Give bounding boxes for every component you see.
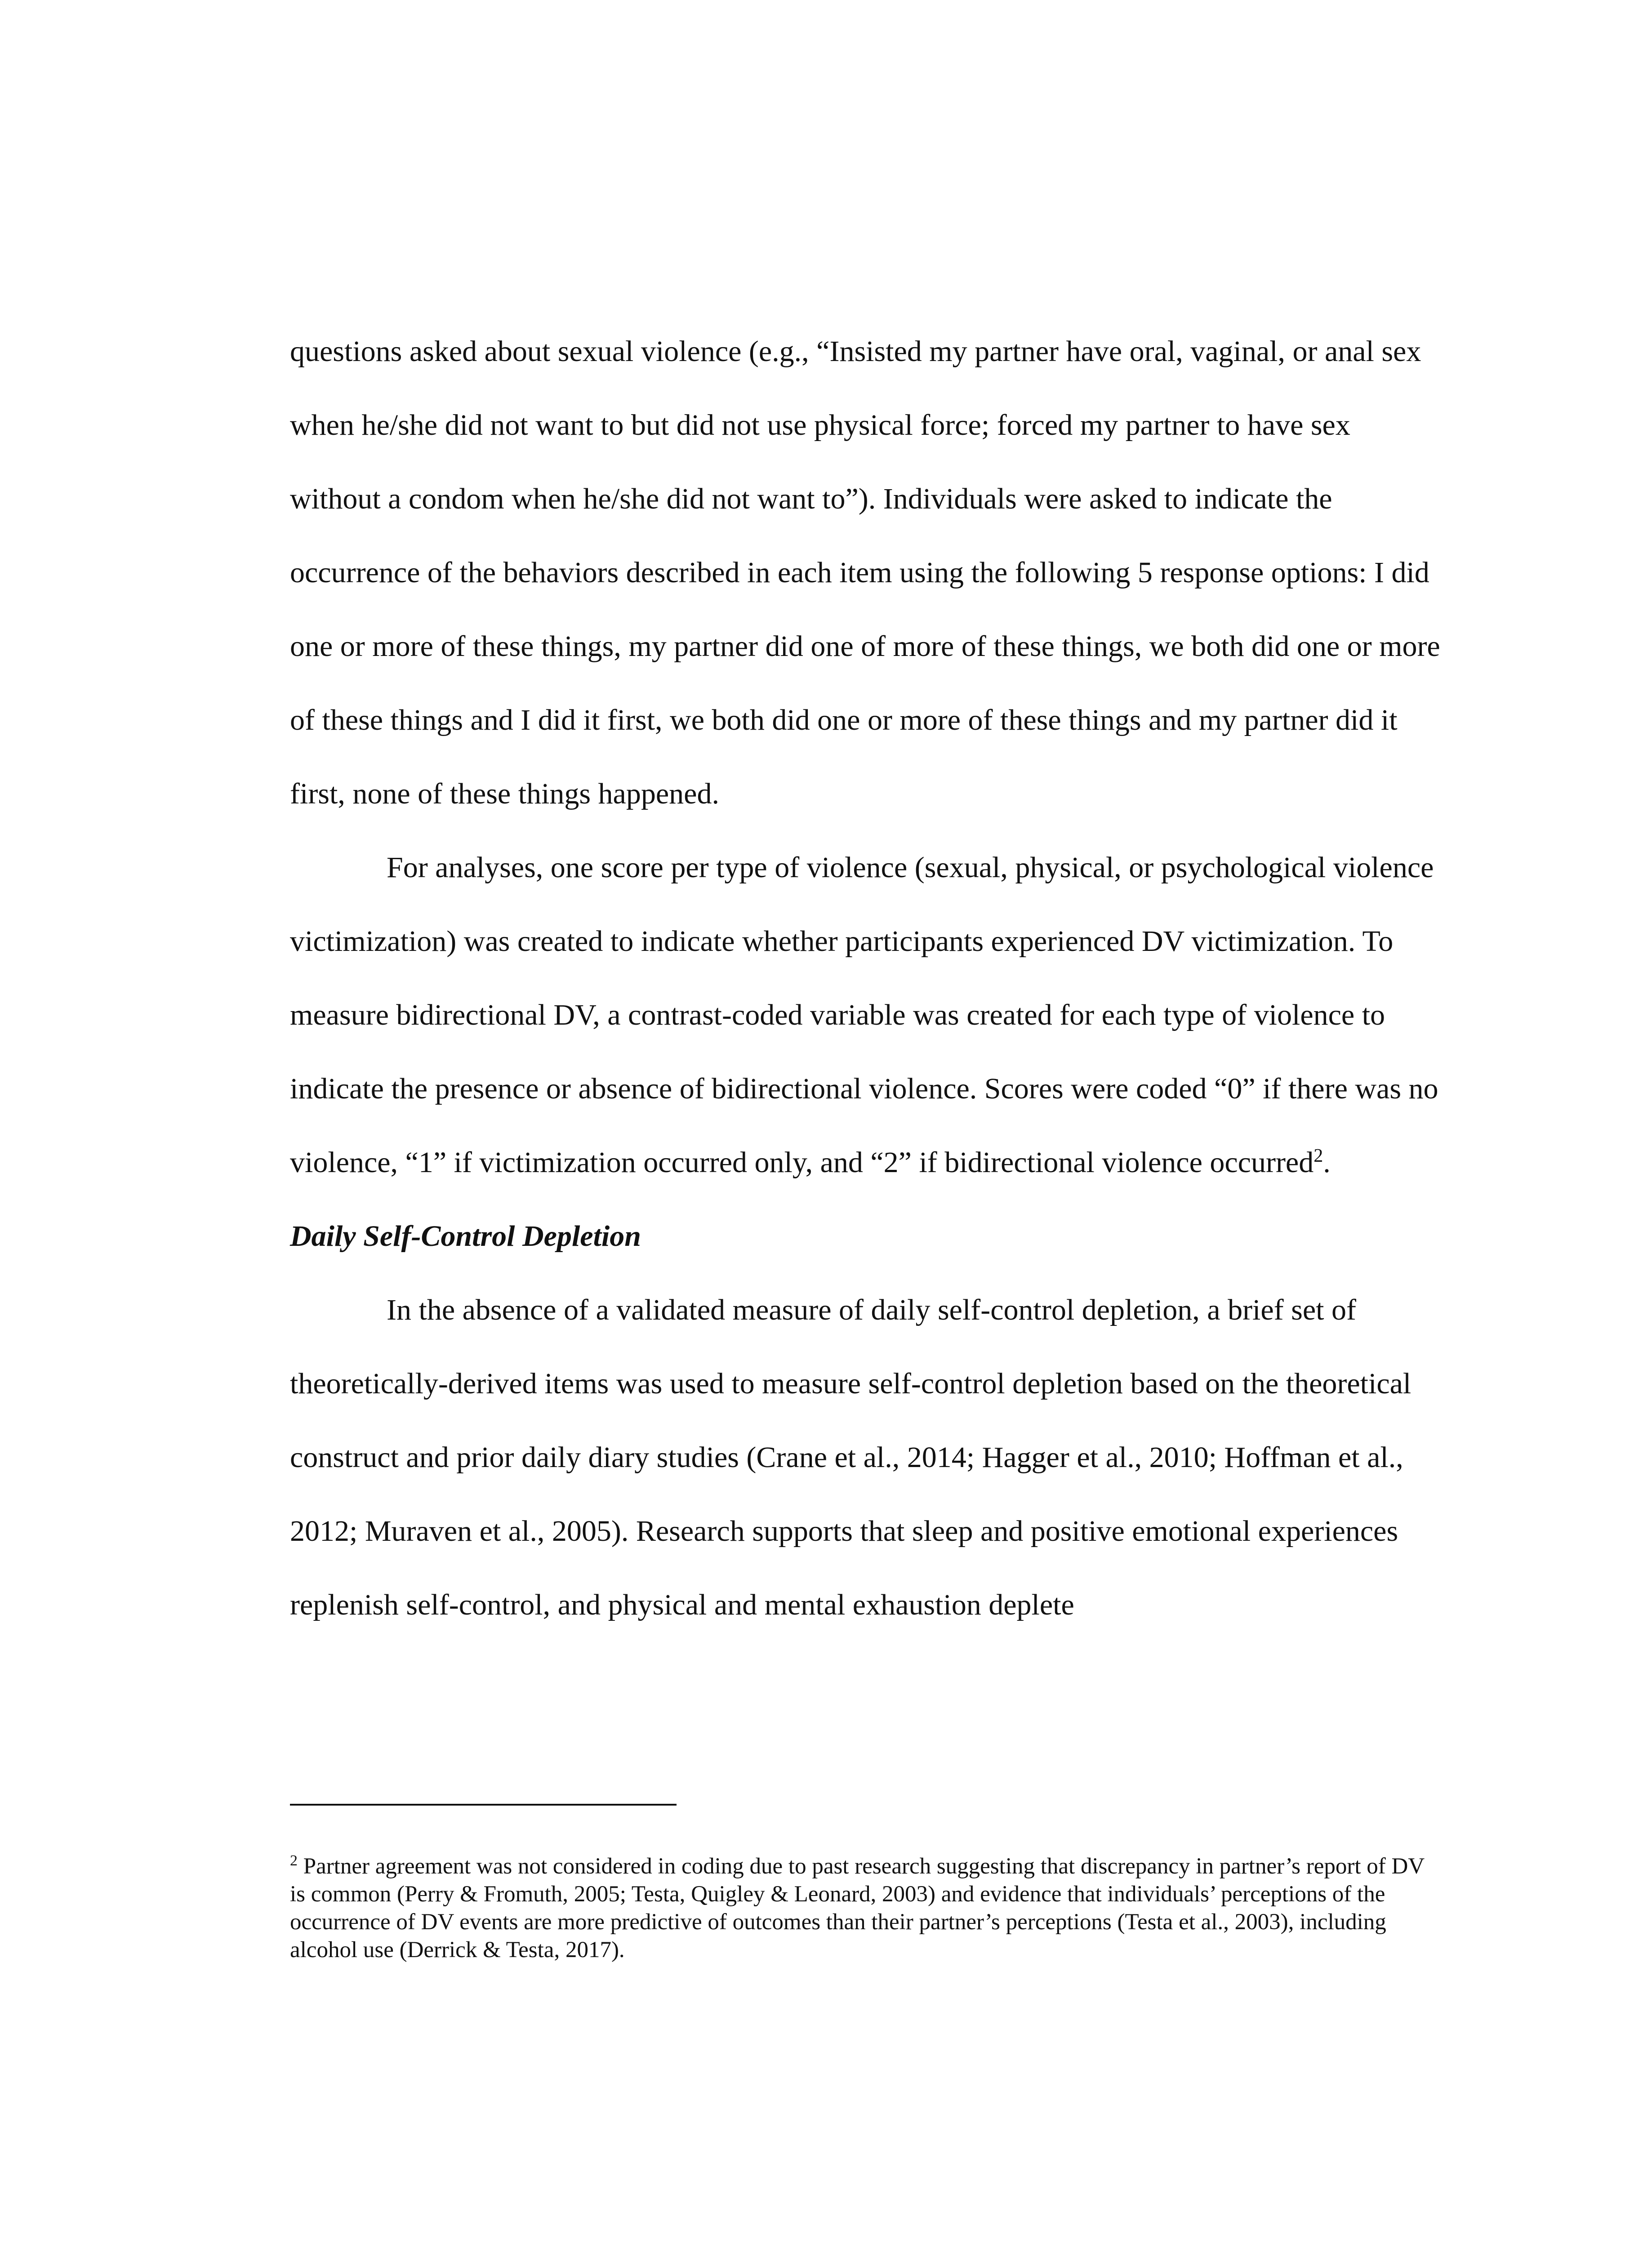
footnote-divider xyxy=(290,1804,677,1806)
footnote-reference: 2 xyxy=(1314,1146,1323,1166)
footnote-text: Partner agreement was not considered in coding due to past research suggesting that discrepancy in partner’s report of DV is common (Perry & Fromuth, 2005; Testa, Quigley & Leonard, 2003) and evidence that individuals’ perceptions of the occurrence of DV events are more predictive of outcomes than their partner’s perceptions (Testa et al., 2003), including alcohol use (Derrick & Testa, 2017). xyxy=(290,1854,1425,1963)
paragraph-sexual-violence-items: questions asked about sexual violence (e.g., “Insisted my partner have oral, vaginal, or anal sex when he/she did not want to but did not use physical force; forced my partner to have sex without a condom when he/she did not want to”). Individuals were asked to indicate the occurrence of the behaviors described in each item using the following 5 response options: I did one or more of these things, my partner did one of more of these things, we both did one or more of these things and I did it first, we both did one or more of these things and my partner did it first, none of these things happened. xyxy=(290,335,1440,810)
paragraph-analyses-period: . xyxy=(1323,1146,1331,1179)
footnote xyxy=(290,1852,1441,1964)
paragraph-self-control: In the absence of a validated measure of daily self-control depletion, a brief set of theoretically-derived items was used to measure self-control depletion based on the theoretical construct and prior daily diary studies (Crane et al., 2014; Hagger et al., 2010; Hoffman et al., 2012; Muraven et al., 2005). Research supports that sleep and positive emotional experiences replenish self-control, and physical and mental exhaustion deplete xyxy=(290,1293,1412,1621)
paragraph-analyses xyxy=(290,831,1441,1200)
section-heading: Daily Self-Control Depletion xyxy=(290,1220,641,1253)
paragraph-analyses-text: For analyses, one score per type of violence (sexual, physical, or psychological violence victimization) was created to indicate whether participants experienced DV victimization. To measure bidirectional DV, a contrast-coded variable was created for each type of violence to indicate the presence or absence of bidirectional violence. Scores were coded “0” if there was no violence, “1” if victimization occurred only, and “2” if bidirectional violence occurred xyxy=(290,851,1438,1179)
footnote-marker: 2 xyxy=(290,1852,298,1869)
body-text xyxy=(290,315,1441,1642)
